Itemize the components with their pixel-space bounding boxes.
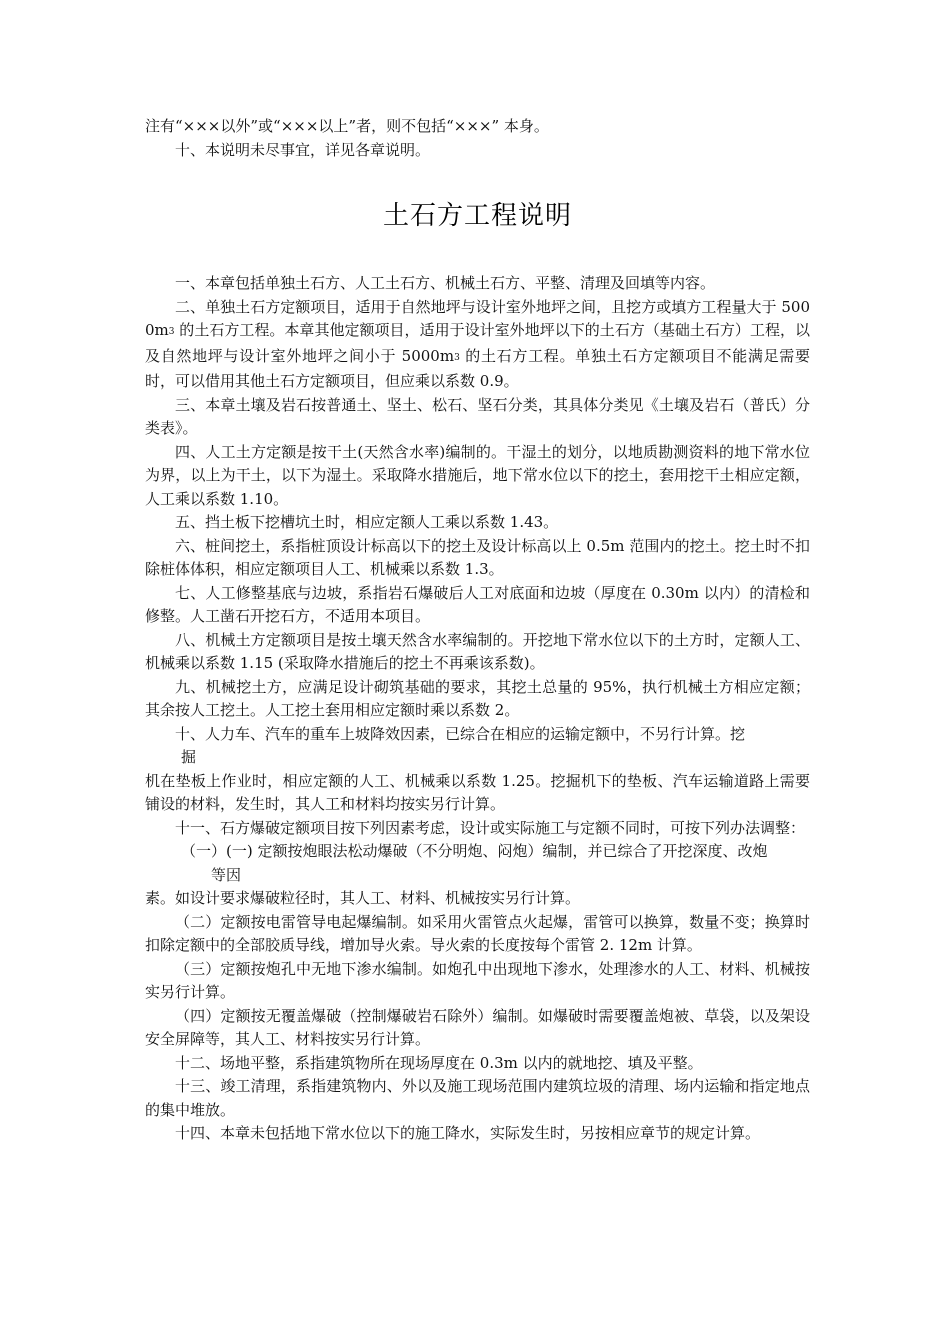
item-11-2: （二）定额按电雷管导电起爆编制。如采用火雷管点火起爆，雷管可以换算，数量不变；换算时扣除定额中的全部胶质导线，增加导火索。导火索的长度按每个雷管 2. 12m 计算。 bbox=[145, 912, 810, 954]
item-2-superscript-2: 3 bbox=[454, 352, 460, 363]
section-title: 土石方工程说明 bbox=[382, 201, 572, 231]
item-7: 七、人工修整基底与边坡，系指岩石爆破后人工对底面和边坡（厚度在 0.30m 以内）的清检和修整。人工凿石开挖石方，不适用本项目。 bbox=[145, 583, 810, 625]
item-10-line-c: 机在垫板上作业时，相应定额的人工、机械乘以系数 1.25。挖掘机下的垫板、汽车运输道路上需要铺设的材料，发生时，其人工和材料均按实另行计算。 bbox=[145, 771, 810, 813]
item-2-part-a: 二、单独土石方定额项目，适用于自然地坪与设计室外地坪之间，且挖方或填方工程量大于 5000m bbox=[145, 297, 810, 339]
document-page bbox=[145, 115, 810, 1146]
item-5: 五、挡土板下挖槽坑土时，相应定额人工乘以系数 1.43。 bbox=[175, 513, 559, 531]
item-11-1-line-a: （一）(一) 定额按炮眼法松动爆破（不分明炮、闷炮）编制，并已综合了开挖深度、改炮 bbox=[181, 842, 768, 860]
item-4: 四、人工土方定额是按干土(天然含水率)编制的。干湿土的划分，以地质勘测资料的地下常水位为界，以上为干土，以下为湿土。采取降水措施后，地下常水位以下的挖土，套用挖干土相应定额，人工乘以系数 1.10。 bbox=[145, 442, 810, 508]
item-8: 八、机械土方定额项目是按土壤天然含水率编制的。开挖地下常水位以下的土方时，定额人工、机械乘以系数 1.15 (采取降水措施后的挖土不再乘该系数)。 bbox=[145, 630, 810, 672]
item-2-superscript-1: 3 bbox=[168, 327, 175, 337]
item-11-1-line-b: 等因 bbox=[211, 865, 242, 884]
item-13: 十三、竣工清理，系指建筑物内、外以及施工现场范围内建筑垃圾的清理、场内运输和指定地点的集中堆放。 bbox=[145, 1077, 810, 1119]
item-2 bbox=[145, 296, 810, 394]
item-14: 十四、本章未包括地下常水位以下的施工降水，实际发生时，另按相应章节的规定计算。 bbox=[175, 1124, 761, 1142]
item-11-4: （四）定额按无覆盖爆破（控制爆破岩石除外）编制。如爆破时需要覆盖炮被、草袋，以及架设安全屏障等，其人工、材料按实另行计算。 bbox=[145, 1006, 810, 1048]
item-10-line-b: 掘 bbox=[181, 748, 197, 766]
item-9: 九、机械挖土方，应满足设计砌筑基础的要求，其挖土总量的 95%，执行机械土方相应定额；其余按人工挖土。人工挖土套用相应定额时乘以系数 2。 bbox=[145, 677, 810, 719]
intro-line-2: 十、本说明未尽事宜，详见各章说明。 bbox=[175, 140, 431, 159]
item-12: 十二、场地平整，系指建筑物所在现场厚度在 0.3m 以内的就地挖、填及平整。 bbox=[175, 1053, 703, 1072]
item-11: 十一、石方爆破定额项目按下列因素考虑，设计或实际施工与定额不同时，可按下列办法调整： bbox=[175, 818, 806, 837]
item-3: 三、本章土壤及岩石按普通土、坚土、松石、坚石分类，其具体分类见《土壤及岩石（普氏）分类表》。 bbox=[145, 395, 810, 437]
item-6: 六、桩间挖土，系指桩顶设计标高以下的挖土及设计标高以上 0.5m 范围内的挖土。挖土时不扣除桩体体积，相应定额项目人工、机械乘以系数 1.3。 bbox=[145, 536, 810, 578]
item-10-line-a: 十、人力车、汽车的重车上坡降效因素，已综合在相应的运输定额中，不另行计算。挖 bbox=[175, 724, 746, 743]
item-1: 一、本章包括单独土石方、人工土石方、机械土石方、平整、清理及回填等内容。 bbox=[175, 274, 716, 292]
item-11-3: （三）定额按炮孔中无地下渗水编制。如炮孔中出现地下渗水，处理渗水的人工、材料、机械按实另行计算。 bbox=[145, 959, 810, 1001]
item-2-part-b: 的土石方工程。本章其他定额项目，适用于设计室外地坪以下的土石方（基础土石方）工程，以及自然地坪与设计室外地坪之间小于 5000m bbox=[145, 321, 810, 365]
item-11-1-line-c: 素。如设计要求爆破粒径时，其人工、材料、机械按实另行计算。 bbox=[145, 889, 581, 907]
item-2-part-c: 的土石方工程。单独土石方定额项目不能满足需要时，可以借用其他土石方定额项目，但应乘以系数 0.9。 bbox=[145, 346, 810, 390]
intro-line-1: 注有“×××以外”或“×××以上”者，则不包括“×××” 本身。 bbox=[145, 117, 549, 135]
